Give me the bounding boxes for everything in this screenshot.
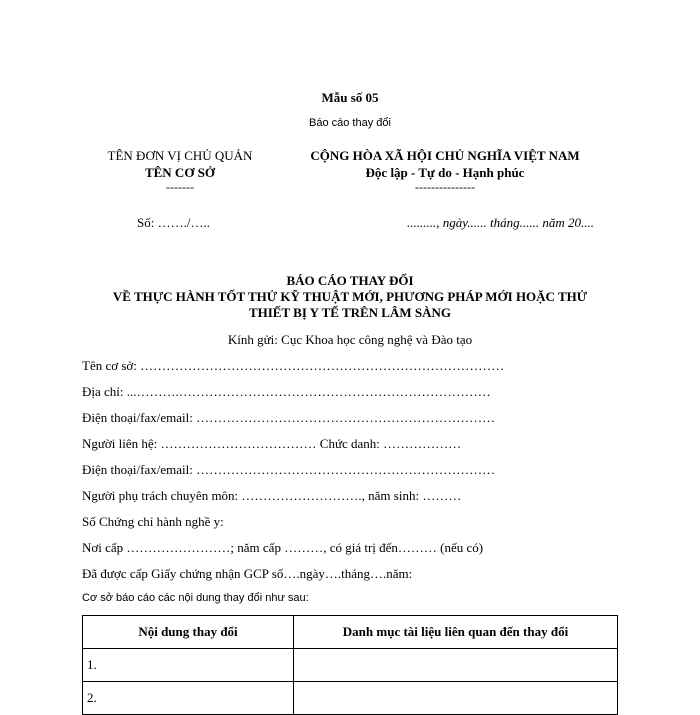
right-divider: --------------- [415, 180, 475, 194]
recipient-line: Kính gửi: Cục Khoa học công nghệ và Đào tạo [227, 332, 473, 347]
field-issue-place: Nơi cấp ……………………; năm cấp ………, có giá trị đến……… (nếu có) [82, 540, 484, 555]
report-title-line3: THIẾT BỊ Y TẾ TRÊN LÂM SÀNG [248, 305, 452, 320]
table-header-row [83, 616, 618, 649]
field-contact-info: Điện thoại/fax/email: …………………………………………………………… [82, 410, 496, 425]
field-professional-lead: Người phụ trách chuyên môn: ………………………., năm sinh: ……… [82, 488, 462, 503]
table-cell [294, 649, 618, 682]
field-license-number: Số Chứng chỉ hành nghề y: [82, 514, 224, 529]
form-number: Mẫu số 05 [321, 90, 379, 105]
table-cell: 2. [83, 682, 294, 715]
governing-unit-name: TÊN ĐƠN VỊ CHỦ QUẢN [107, 148, 253, 163]
changes-table [82, 615, 618, 715]
report-title-line2: VỀ THỰC HÀNH TỐT THỬ KỸ THUẬT MỚI, PHƯƠNG PHÁP MỚI HOẶC THỬ [112, 289, 588, 304]
report-intro: Cơ sở báo cáo các nội dung thay đổi như sau: [82, 592, 309, 604]
form-subtitle: Báo cáo thay đổi [309, 117, 391, 129]
column-header-change-content: Nội dung thay đổi [83, 616, 294, 649]
column-header-related-documents: Danh mục tài liệu liên quan đến thay đổi [294, 616, 618, 649]
table-row [83, 682, 618, 715]
field-contact-info-2: Điện thoại/fax/email: …………………………………………………………… [82, 462, 496, 477]
facility-name: TÊN CƠ SỞ [144, 165, 216, 180]
field-address: Địa chỉ: ...……….……………………………………………………………… [82, 384, 491, 399]
field-gcp-certificate: Đã được cấp Giấy chứng nhận GCP số….ngày….tháng….năm: [82, 566, 413, 581]
table-cell [294, 682, 618, 715]
nation-title: CỘNG HÒA XÃ HỘI CHỦ NGHĨA VIỆT NAM [310, 148, 580, 163]
table-row [83, 649, 618, 682]
field-facility-name: Tên cơ sở: ………………………………………………………………………… [82, 358, 505, 373]
field-contact-person: Người liên hệ: ……………………………… Chức danh: ……………… [82, 436, 462, 451]
nation-motto: Độc lập - Tự do - Hạnh phúc [365, 165, 525, 180]
document-date: ........., ngày...... tháng...... năm 20.... [407, 215, 595, 230]
table-cell: 1. [83, 649, 294, 682]
left-divider: ------- [166, 180, 194, 194]
document-number: Số: ……./….. [137, 215, 210, 230]
report-title: BÁO CÁO THAY ĐỔI [286, 273, 414, 288]
